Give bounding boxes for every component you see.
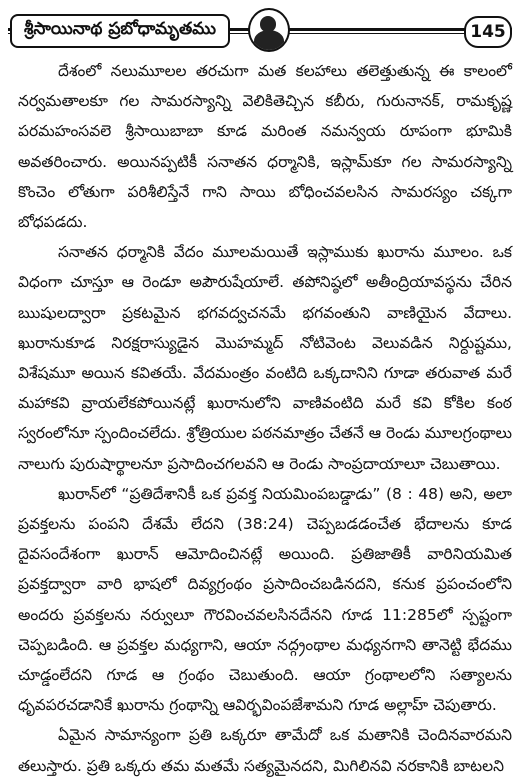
book-title: శ్రీసాయినాథ ప్రబోధామృతము (10, 14, 230, 48)
paragraph: ఖురాన్‌లో “ప్రతిదేశానికీ ఒక ప్రవక్త నియమింపబడ్డాడు” (8 : 48) అని, అలా ప్రవక్తలను పంపని దేశమే లేదని (38:24) చెప్పబడడంచేత భేదాలను కూడ దైవసందేశంగా ఖురాన్ ఆమోదించినట్లే అయింది. ప్రతిజాతికీ వారినియమిత ప్రవక్తద్వారా వారి భాషలో దివ్యగ్రంథం ప్రసాదించబడినదని, కనుక ప్రపంచంలోని అందరు ప్రవక్తలను నర్వులూ గౌరవించవలసినదేనని గూడ 11:285లో స్పష్టంగా చెప్పబడింది. ఆ ప్రవక్తల మధ్యగాని, ఆయా నద్గ్రంథాల మధ్యనగాని తానెట్టి భేదము చూడ్డంలేదని గూడ ఆ గ్రంథం చెబుతుంది. ఆయా గ్రంథాలలోని సత్యాలను ధృవపరచడానికే ఖురాను గ్రంథాన్ని ఆవిర్భవింపజేశామని గూడ అల్లాహ్ చెపుతారు. (18, 484, 512, 715)
page-header (8, 8, 512, 50)
paragraph: దేశంలో నలుమూలల తరచుగా మత కలహాలు తలెత్తుతున్న ఈ కాలంలో నర్వమతాలకూ గల సామరస్యాన్ని వెలికితెచ్చిన కబీరు, గురునానక్, రామకృష్ణ పరమహంసవలె శ్రీసాయిబాబా కూడ మరింత నమన్వయ రూపంగా భూమికి అవతరించారు. అయినప్పటికీ సనాతన ధర్మానికి, ఇస్లామ్‌కూ గల సామరస్యాన్ని కొంచెం లోతుగా పరిశీలిస్తేనే గాని సాయి బోధించవలసిన సామరస్యం చక్కగా బోధపడదు. (18, 62, 512, 232)
paragraph: సనాతన ధర్మానికి వేదం మూలమయితే ఇస్లాముకు ఖురాను మూలం. ఒక విధంగా చూస్తూ ఆ రెండూ అపౌరుషేయాలే. తపోనిష్ఠలో అతీంద్రియావస్థను చేరిన ఋషులద్వారా ప్రకటమైన భగవద్వచనమే భగవంతుని వాణియైన వేదాలు. ఖురానుకూడ నిరక్షరాస్యుడైన మొహమ్మద్ నోటివెంట వెలువడిన నిర్దుష్టము, విశేషమూ అయిన కవితయే. వేదమంత్రం వంటిది ఒక్కదానిని గూడా తరువాత మరే మహాకవి వ్రాయలేకపోయినట్లే ఖురానులోని వాణివంటిది మరే కవి కోకిల కంఠ స్వరంలోనూ స్పందించలేదు. శ్రోత్రియుల పఠనమాత్రం చేతనే ఆ రెండు మూలగ్రంథాలు నాలుగు పురుషార్థాలనూ ప్రసాదించగలవని ఆ రెండు సాంప్రదాయాలూ చెబుతాయి. (18, 243, 512, 473)
portrait-emblem-icon (248, 8, 290, 52)
page-body (18, 56, 512, 781)
paragraph: ఏమైన సామాన్యంగా ప్రతి ఒక్కరూ తామేదో ఒక మతానికి చెందినవారమని తలుస్తారు. ప్రతి ఒక్కరు తమ మతమే సత్యమైనదని, మిగిలినవి నరకానికి బాటలని (18, 726, 512, 775)
page-number: 145 (464, 16, 512, 48)
